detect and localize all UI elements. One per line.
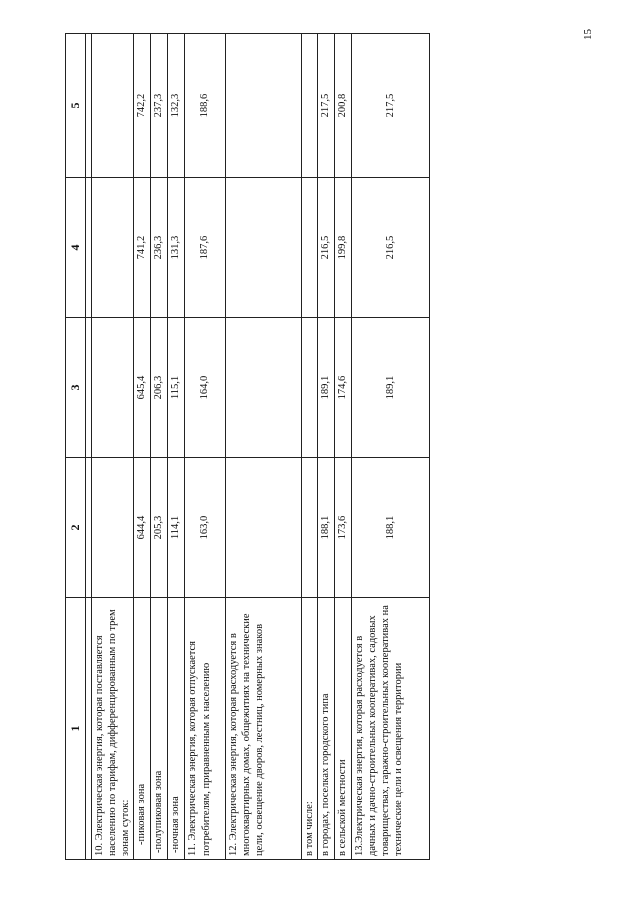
row-label: 12. Электрическая энергия, которая расходуется в многоквартирных домах, общежитиях на технические цели, освещение дворов, лестниц, номерных знаков	[225, 598, 301, 860]
row-value: 216,5	[317, 178, 334, 318]
row-value: 115,1	[168, 318, 185, 458]
row-value	[92, 178, 134, 318]
row-value: 188,1	[351, 458, 429, 598]
table-row	[351, 34, 429, 860]
row-value: 217,5	[351, 34, 429, 178]
table-row	[92, 34, 134, 860]
row-value	[225, 318, 301, 458]
header-col-1: 1	[66, 598, 86, 860]
table-row	[134, 34, 151, 860]
row-value	[92, 34, 134, 178]
header-col-3: 3	[66, 318, 86, 458]
tariff-table	[65, 33, 430, 860]
row-value: 188,6	[185, 34, 225, 178]
row-value	[301, 34, 317, 178]
row-value	[225, 34, 301, 178]
header-col-5: 5	[66, 34, 86, 178]
row-label: -ночная зона	[168, 598, 185, 860]
table-row	[185, 34, 225, 860]
row-value: 174,6	[334, 318, 351, 458]
row-value	[92, 458, 134, 598]
row-value: 644,4	[134, 458, 151, 598]
row-label: 13.Электрическая энергия, которая расходуется в дачных и дачно-строительных кооперативах, садовых товариществах, гаражно-строительных кооперативах на технические цели и освещения территории	[351, 598, 429, 860]
row-value: 206,3	[151, 318, 168, 458]
table-row	[151, 34, 168, 860]
row-value	[301, 318, 317, 458]
header-col-2: 2	[66, 458, 86, 598]
row-value: 189,1	[317, 318, 334, 458]
row-value: 236,3	[151, 178, 168, 318]
row-value: 200,8	[334, 34, 351, 178]
row-value	[225, 178, 301, 318]
row-label: 11. Электрическая энергия, которая отпускается потребителям, приравненным к населению	[185, 598, 225, 860]
row-value: 189,1	[351, 318, 429, 458]
row-value: 187,6	[185, 178, 225, 318]
row-value: 164,0	[185, 318, 225, 458]
row-value: 114,1	[168, 458, 185, 598]
row-value	[301, 178, 317, 318]
row-value: 742,2	[134, 34, 151, 178]
table-row	[168, 34, 185, 860]
row-label: в сельской местности	[334, 598, 351, 860]
row-value: 199,8	[334, 178, 351, 318]
header-col-4: 4	[66, 178, 86, 318]
table-row	[317, 34, 334, 860]
row-value: 645,4	[134, 318, 151, 458]
row-value: 216,5	[351, 178, 429, 318]
row-value: 205,3	[151, 458, 168, 598]
page-number: 15	[582, 29, 594, 40]
row-label: 10. Электрическая энергия, которая поставляется населению по тарифам, дифференцированным по трем зонам суток:	[92, 598, 134, 860]
row-value	[301, 458, 317, 598]
row-value: 132,3	[168, 34, 185, 178]
row-value: 237,3	[151, 34, 168, 178]
row-value: 173,6	[334, 458, 351, 598]
row-value: 217,5	[317, 34, 334, 178]
row-value: 163,0	[185, 458, 225, 598]
row-label: -пиковая зона	[134, 598, 151, 860]
row-label: в городах, поселках городского типа	[317, 598, 334, 860]
tariff-table-container	[65, 34, 430, 860]
row-value: 741,2	[134, 178, 151, 318]
header-row	[66, 34, 86, 860]
table-row	[225, 34, 301, 860]
row-label: в том числе:	[301, 598, 317, 860]
row-value: 131,3	[168, 178, 185, 318]
table-row	[334, 34, 351, 860]
row-value: 188,1	[317, 458, 334, 598]
row-value	[92, 318, 134, 458]
row-value	[225, 458, 301, 598]
row-label: -полупиковая зона	[151, 598, 168, 860]
table-row	[301, 34, 317, 860]
